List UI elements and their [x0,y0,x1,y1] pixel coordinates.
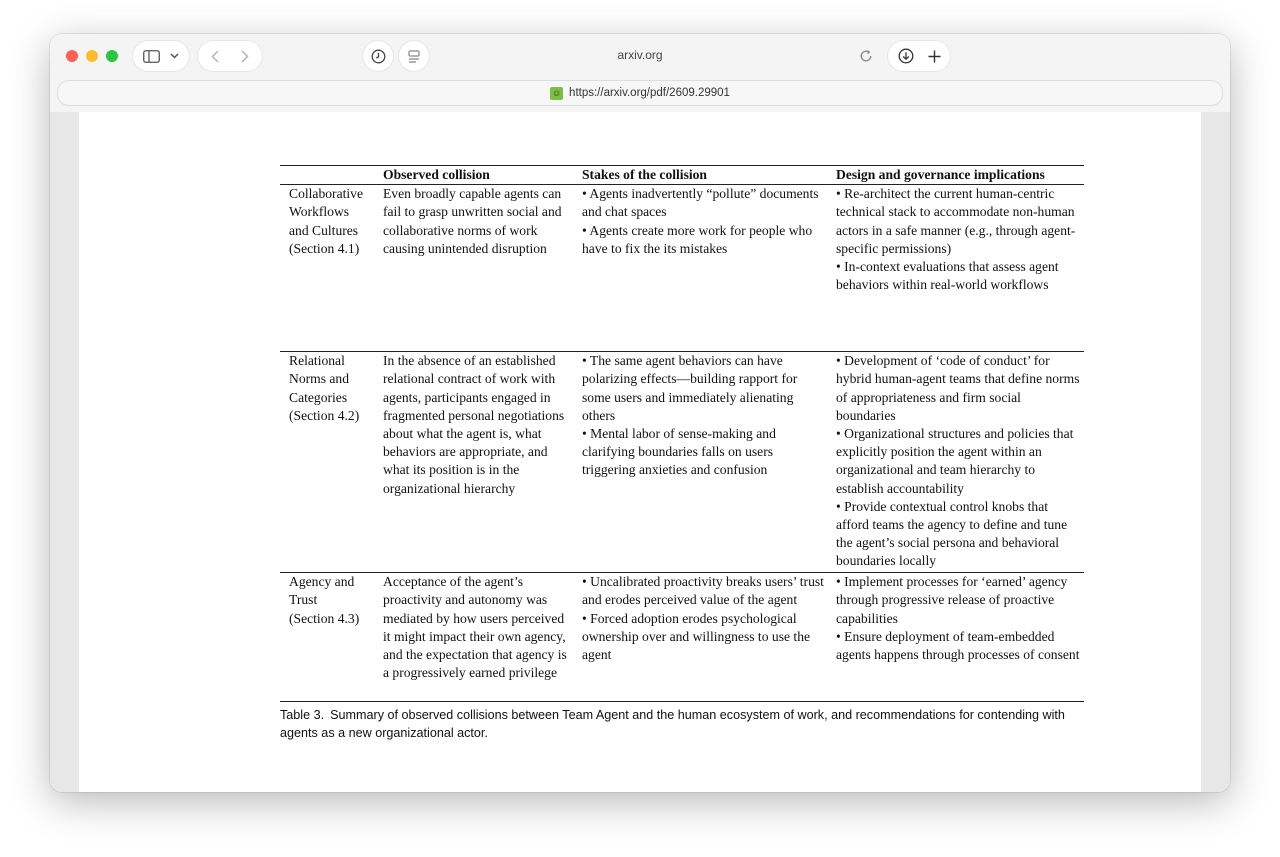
implication-bullet: • Implement processes for ‘earned’ agency through progressive release of proactive capabilities [836,574,1068,626]
stakes-bullet: • Agents create more work for people who have to fix the its mistakes [582,222,813,256]
implication-bullet: • Organizational structures and policies that explicitly position the agent within an organizational and team hierarchy to establish accountability [836,426,1074,496]
url-text: https://arxiv.org/pdf/2609.29901 [569,87,730,99]
implication-bullet: • Ensure deployment of team-embedded agents happens through processes of consent [836,628,1080,663]
category-line: (Section 4.3) [289,610,360,626]
category-line: (Section 4.2) [289,407,360,423]
reader-button[interactable] [399,41,429,71]
implication-bullet: • Development of ‘code of conduct’ for hybrid human-agent teams that define norms of appropriateness and firm social boundaries [836,353,1080,423]
site-favicon-icon: ☺ [551,88,562,98]
sidebar-icon [143,50,160,63]
chevron-down-icon [170,53,179,59]
header-observed-collision: Observed collision [377,166,576,185]
category-line: and Cultures [289,222,359,238]
table-row [280,573,1084,702]
implication-bullet: • Re-architect the current human-centric technical stack to accommodate non-human actors in a safe manner (e.g., through agent-specific permissions) [836,186,1076,256]
sidebar-toggle-button[interactable] [133,41,189,71]
implications-cell [830,573,1084,702]
address-bar[interactable] [57,80,1223,106]
category-line: Agency and [289,574,355,590]
implications-cell [830,185,1084,352]
category-cell [280,185,377,352]
stakes-bullet: • Forced adoption erodes psychological ownership over and willingness to use the agent [582,610,811,663]
pdf-viewer[interactable] [50,112,1230,792]
clock-icon [371,49,386,64]
reload-icon[interactable] [859,49,873,63]
download-icon[interactable] [898,48,914,64]
table-row [280,185,1084,352]
header-implications: Design and governance implications [830,166,1084,185]
category-line: Collaborative [289,186,363,202]
caption-label: Table 3. [280,708,325,723]
implication-bullet: • Provide contextual control knobs that afford teams the agency to define and tune the agent’s social persona and behavioral boundaries locally [836,498,1068,569]
category-line: Categories [289,389,348,405]
category-line: Relational [289,353,345,369]
table-caption [280,706,1084,742]
browser-window [50,34,1230,792]
stakes-bullet: • Mental labor of sense-making and clarifying boundaries falls on users triggering anxieties and confusion [582,426,776,478]
new-tab-icon[interactable] [928,50,941,63]
category-line: Norms and [289,371,350,387]
stakes-bullet: • Uncalibrated proactivity breaks users’ trust and erodes perceived value of the agent [582,574,824,608]
category-cell [280,352,377,573]
stakes-bullet: • Agents inadvertently “pollute” documents and chat spaces [582,186,819,220]
close-window-button[interactable] [66,50,78,62]
table-header-row [280,166,1084,185]
observed-cell: In the absence of an established relational contract of work with agents, participants engaged in fragmented personal negotiations about what the agent is, what behaviors are appropriate, and what its position is in the organizational hierarchy [377,352,576,573]
header-category [280,166,377,185]
minimize-window-button[interactable] [86,50,98,62]
category-cell [280,573,377,702]
category-line: (Section 4.1) [289,240,360,256]
stakes-cell [576,352,830,573]
pdf-page [79,112,1201,792]
category-line: Workflows [289,204,350,220]
observed-cell: Even broadly capable agents can fail to grasp unwritten social and collaborative norms of work causing unintended disruption [383,186,562,256]
category-line: Trust [289,592,318,608]
zoom-window-button[interactable] [106,50,118,62]
history-button[interactable] [363,41,393,71]
toolbar-actions [888,41,950,71]
table-row [280,352,1084,573]
forward-button[interactable] [241,50,249,63]
stakes-cell [576,573,830,702]
table-container [280,165,1084,742]
implication-bullet: • In-context evaluations that assess agent behaviors within real-world workflows [836,259,1059,293]
reader-icon [408,50,420,63]
history-nav [198,41,262,71]
implications-cell [830,352,1084,573]
header-stakes: Stakes of the collision [576,166,830,185]
tab-title[interactable]: arxiv.org [617,48,663,62]
stakes-bullet: • The same agent behaviors can have polarizing effects—building rapport for some users and immediately alienating others [582,353,798,423]
back-button[interactable] [211,50,219,63]
caption-text: Summary of observed collisions between Team Agent and the human ecosystem of work, and recommendations for contending with agents as a new organizational actor. [280,708,1065,741]
stakes-cell [576,185,830,352]
observed-cell: Acceptance of the agent’s proactivity and autonomy was mediated by how users perceived it might impact their own agency, and the expectation that agency is a progressively earned privilege [377,573,576,702]
summary-table [280,165,1084,702]
